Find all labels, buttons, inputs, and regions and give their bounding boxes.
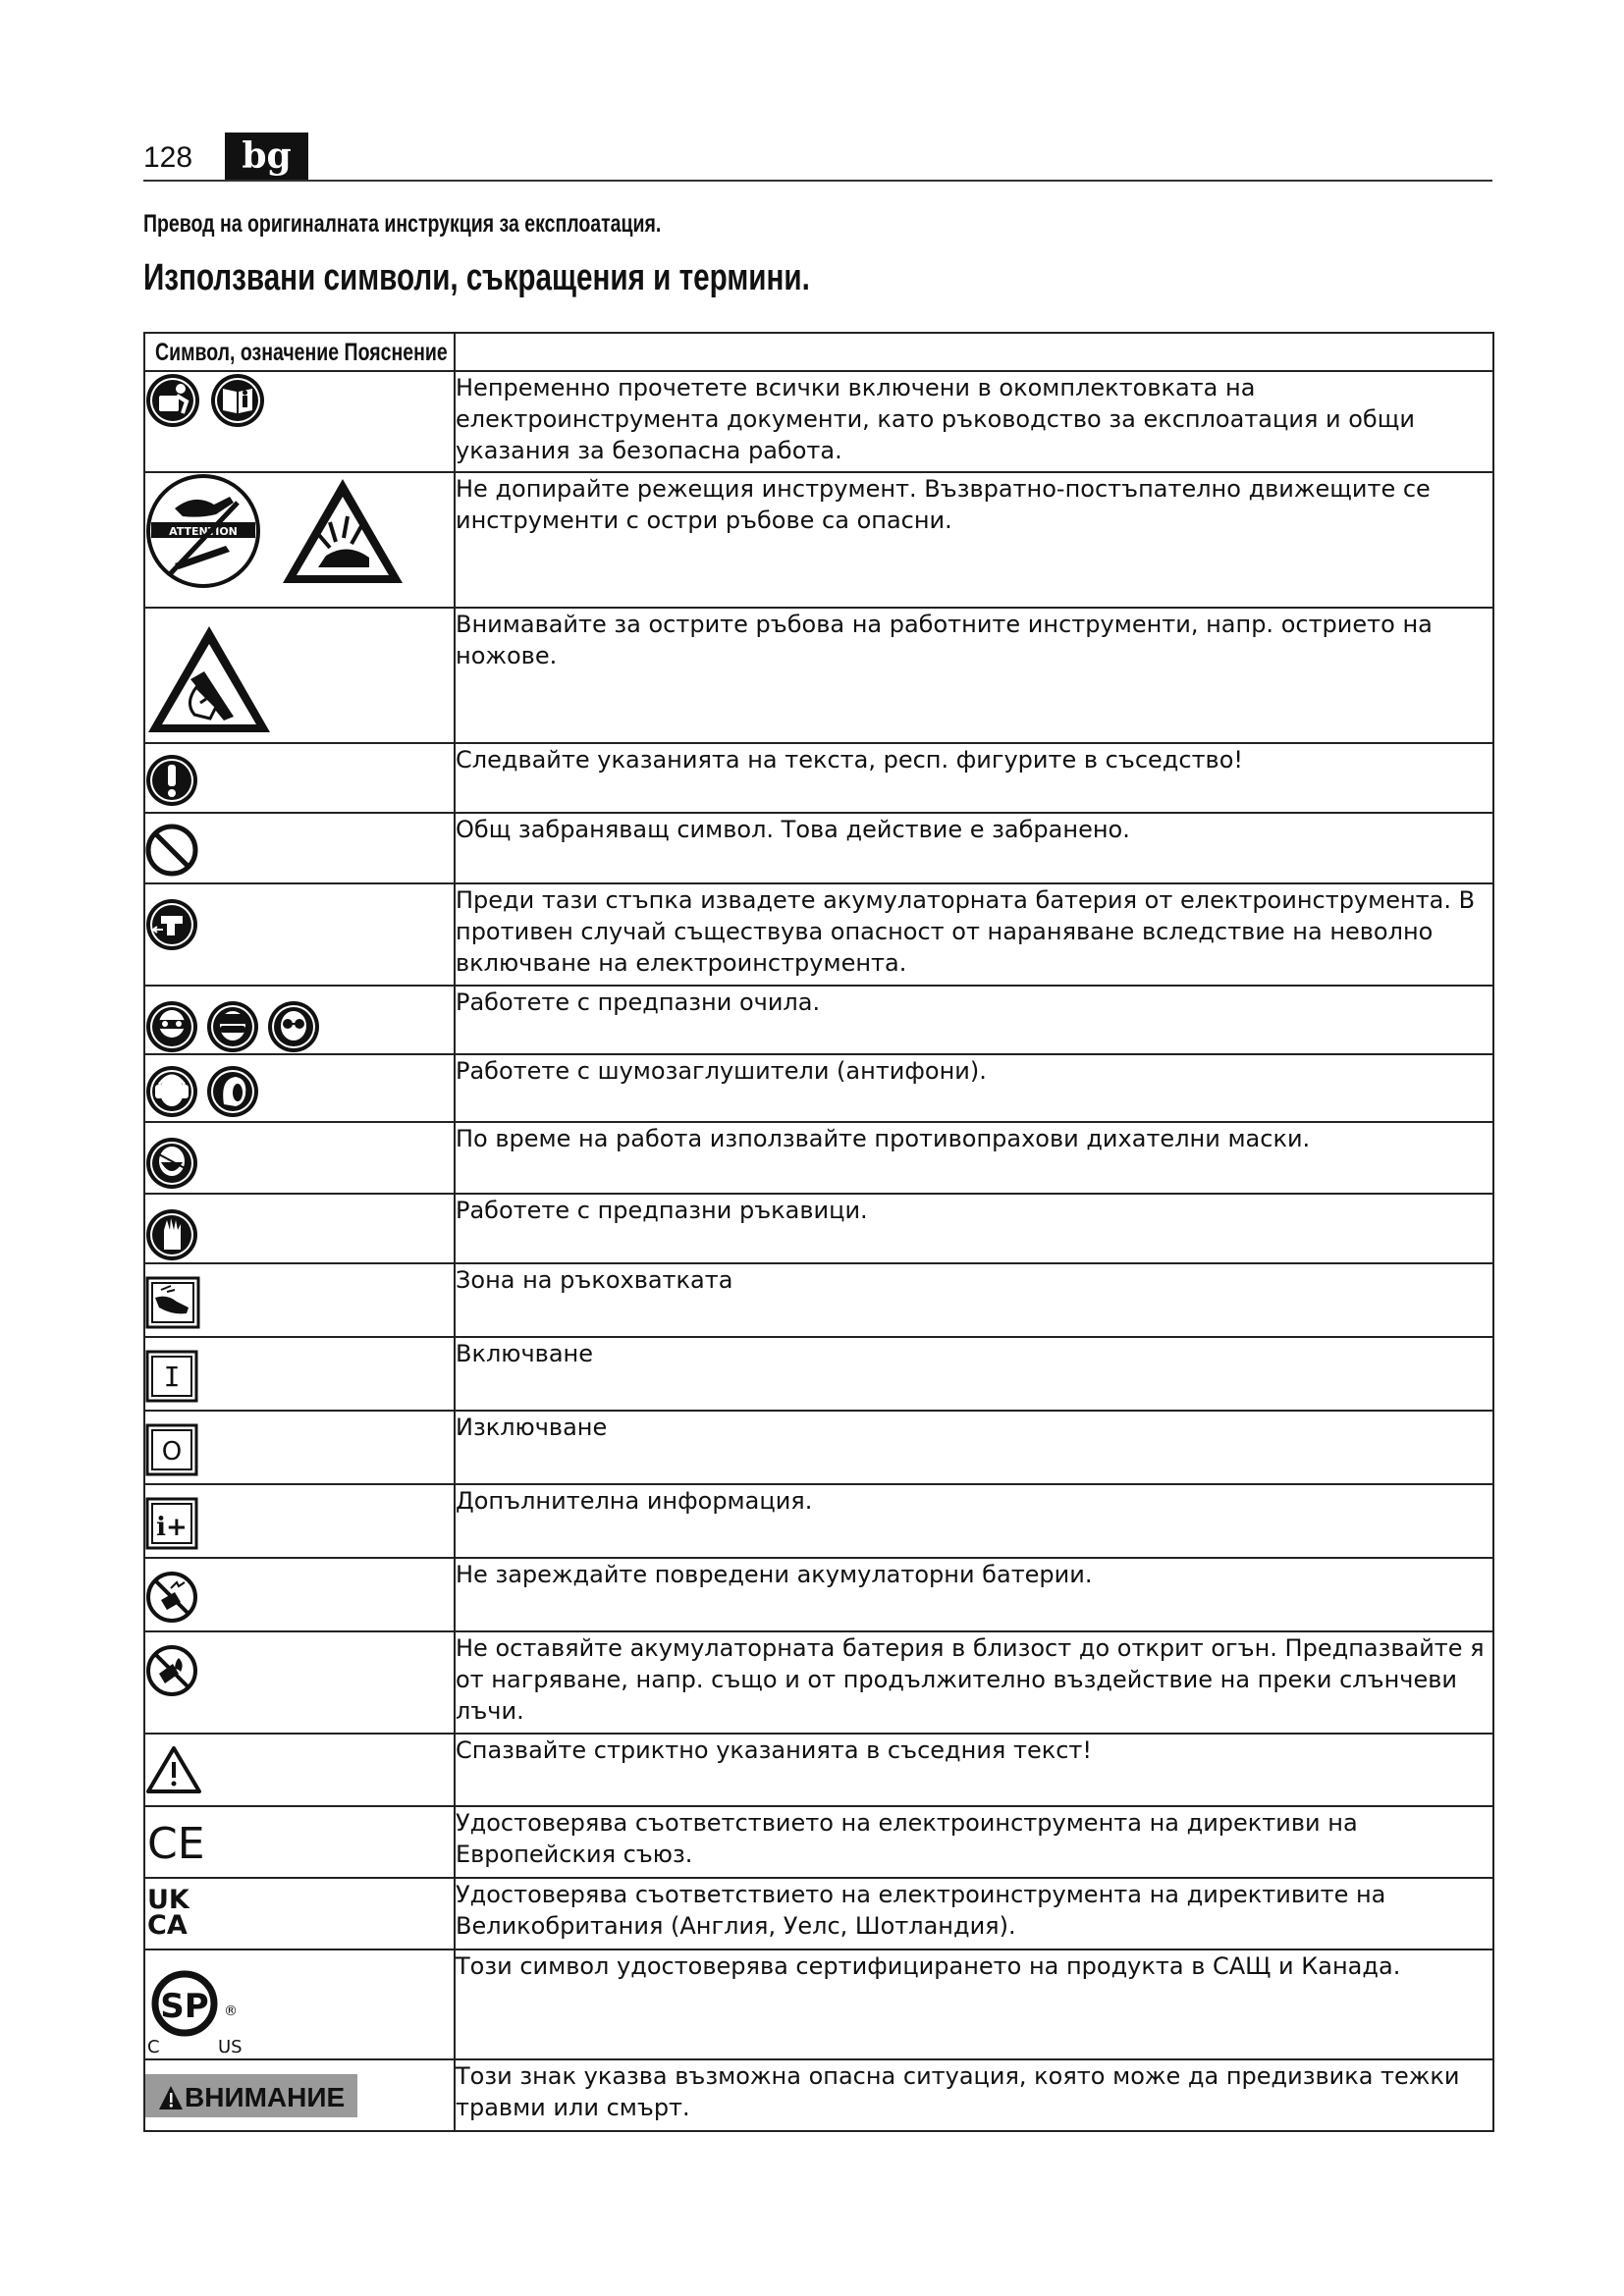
ukca-mark-icon <box>145 1883 454 1940</box>
description-cell: Следвайте указанията на текста, респ. фигурите в съседство! <box>455 743 1493 813</box>
table-row <box>144 1878 1493 1949</box>
flying-debris-warning-icon <box>279 473 406 589</box>
info-glyph: i+ <box>156 1513 188 1542</box>
symbol-cell <box>144 743 455 813</box>
power-on-icon <box>145 1350 454 1403</box>
csa-c-label: C <box>147 2037 160 2055</box>
ce-mark-icon <box>145 1817 454 1868</box>
description-cell: Този знак указва възможна опасна ситуация, която може да предизвика тежки травми или смърт. <box>455 2059 1493 2131</box>
description-cell: Зона на ръкохватката <box>455 1263 1493 1337</box>
ukca-top: UK <box>147 1885 189 1915</box>
symbol-cell <box>144 1194 455 1263</box>
symbol-cell <box>144 1806 455 1878</box>
no-fire-battery-icon <box>145 1644 454 1697</box>
description-cell: Удостоверява съответствието на електроинструмента на директивите на Великобритания (Англия, Уелс, Шотландия). <box>455 1878 1493 1949</box>
table-row <box>144 472 1493 608</box>
table-row <box>144 608 1493 743</box>
ear-protection-icon <box>145 1065 198 1118</box>
page-number: 128 <box>143 141 193 174</box>
csa-registered: ® <box>224 2003 238 2019</box>
symbol-cell <box>144 1054 455 1122</box>
description-cell: Не оставяйте акумулаторната батерия в близост до открит огън. Предпазвайте я от нагряване, напр. също и от продължително въздействие на преки слънчеви лъчи. <box>455 1631 1493 1734</box>
symbol-cell <box>144 883 455 986</box>
symbol-cell <box>144 1734 455 1806</box>
safety-goggles-icon <box>145 1000 198 1053</box>
table-row <box>144 1411 1493 1484</box>
symbol-cell <box>144 986 455 1054</box>
no-charging-damaged-battery-icon <box>145 1571 454 1624</box>
table-row <box>144 1558 1493 1631</box>
table-row <box>144 1263 1493 1337</box>
symbol-cell <box>144 2059 455 2131</box>
symbol-cell <box>144 1337 455 1411</box>
table-row <box>144 986 1493 1054</box>
table-row <box>144 883 1493 986</box>
face-shield-icon <box>206 1000 259 1053</box>
symbol-cell <box>144 813 455 883</box>
table-row <box>144 1631 1493 1734</box>
table-row <box>144 743 1493 813</box>
section-title: Използвани символи, съкращения и термини. <box>143 257 810 298</box>
prohibition-icon <box>145 824 454 877</box>
info-booklet-icon <box>210 372 265 429</box>
table-header-label: Символ, означение Пояснение <box>155 339 448 366</box>
additional-info-icon <box>145 1497 454 1550</box>
table-row <box>144 1484 1493 1558</box>
description-cell: Не зареждайте повредени акумулаторни батерии. <box>455 1558 1493 1631</box>
description-cell: Непременно прочетете всички включени в окомплектовката на електроинструмента документи, като ръководство за експлоатация и общи указания за безопасна работа. <box>455 371 1493 472</box>
symbol-cell <box>144 1631 455 1734</box>
table-row <box>144 1122 1493 1194</box>
ce-label: CE <box>147 1819 205 1868</box>
description-cell: Спазвайте стриктно указанията в съседния текст! <box>455 1734 1493 1806</box>
csa-mark-icon <box>145 1960 454 2055</box>
symbols-table <box>143 332 1494 2132</box>
warning-triangle-icon <box>145 1744 454 1795</box>
table-row <box>144 813 1493 883</box>
table-row <box>144 1806 1493 1878</box>
attention-blade-hand-icon <box>145 473 261 589</box>
power-off-icon <box>145 1423 454 1476</box>
table-row <box>144 371 1493 472</box>
warning-label-icon <box>145 2074 454 2117</box>
csa-label: SP <box>160 1987 209 2026</box>
symbol-cell <box>144 371 455 472</box>
csa-us-label: US <box>218 2037 243 2055</box>
symbol-cell <box>144 1558 455 1631</box>
mandatory-exclamation-icon <box>145 754 454 807</box>
table-row <box>144 1054 1493 1122</box>
table-row <box>144 1194 1493 1263</box>
protective-gloves-icon <box>145 1208 454 1261</box>
description-cell: Този символ удостоверява сертифицирането на продукта в САЩ и Канада. <box>455 1949 1493 2059</box>
off-glyph: O <box>161 1437 183 1467</box>
description-cell: Допълнителна информация. <box>455 1484 1493 1558</box>
table-header-row <box>144 333 1493 371</box>
description-cell: Преди тази стъпка извадете акумулаторната батерия от електроинструмента. В противен случай съществува опасност от нараняване вследствие на неволно включване на електроинструмента. <box>455 883 1493 986</box>
remove-battery-icon <box>145 898 454 951</box>
read-manual-icon <box>145 372 200 429</box>
translation-note: Превод на оригиналната инструкция за експлоатация. <box>143 210 662 238</box>
description-cell: Работете с шумозаглушители (антифони). <box>455 1054 1493 1122</box>
ukca-bottom: CA <box>147 1910 188 1940</box>
description-cell: Удостоверява съответствието на електроинструмента на директиви на Европейския съюз. <box>455 1806 1493 1878</box>
table-header <box>144 333 1493 371</box>
description-cell: Работете с предпазни ръкавици. <box>455 1194 1493 1263</box>
symbol-cell <box>144 1878 455 1949</box>
symbol-cell <box>144 608 455 743</box>
glasses-icon <box>267 1000 320 1053</box>
description-cell: Включване <box>455 1337 1493 1411</box>
sharp-edge-warning-icon <box>145 622 454 736</box>
header-divider <box>143 180 1492 182</box>
grip-zone-icon <box>145 1276 454 1329</box>
table-row <box>144 2059 1493 2131</box>
description-cell: Общ забраняващ символ. Това действие е забранено. <box>455 813 1493 883</box>
on-glyph: I <box>163 1361 181 1393</box>
ear-muffs-icon <box>206 1065 259 1118</box>
description-cell: Работете с предпазни очила. <box>455 986 1493 1054</box>
symbol-cell <box>144 1411 455 1484</box>
description-cell: По време на работа използвайте противопрахови дихателни маски. <box>455 1122 1493 1194</box>
language-tab: bg <box>225 133 308 181</box>
dust-mask-icon <box>145 1137 454 1190</box>
header-column-divider <box>454 334 456 370</box>
description-cell: Внимавайте за острите ръбова на работните инструменти, напр. острието на ножове. <box>455 608 1493 743</box>
description-cell: Не допирайте режещия инструмент. Възвратно-постъпателно движещите се инструменти с остри ръбове са опасни. <box>455 472 1493 608</box>
symbol-cell <box>144 1263 455 1337</box>
warning-label-text: ВНИМАНИЕ <box>185 2082 346 2112</box>
table-row <box>144 1337 1493 1411</box>
symbol-cell <box>144 1484 455 1558</box>
symbol-cell <box>144 472 455 608</box>
symbol-cell <box>144 1122 455 1194</box>
attention-label: ATTENTION <box>169 525 238 538</box>
table-row <box>144 1949 1493 2059</box>
description-cell: Изключване <box>455 1411 1493 1484</box>
table-row <box>144 1734 1493 1806</box>
symbol-cell <box>144 1949 455 2059</box>
